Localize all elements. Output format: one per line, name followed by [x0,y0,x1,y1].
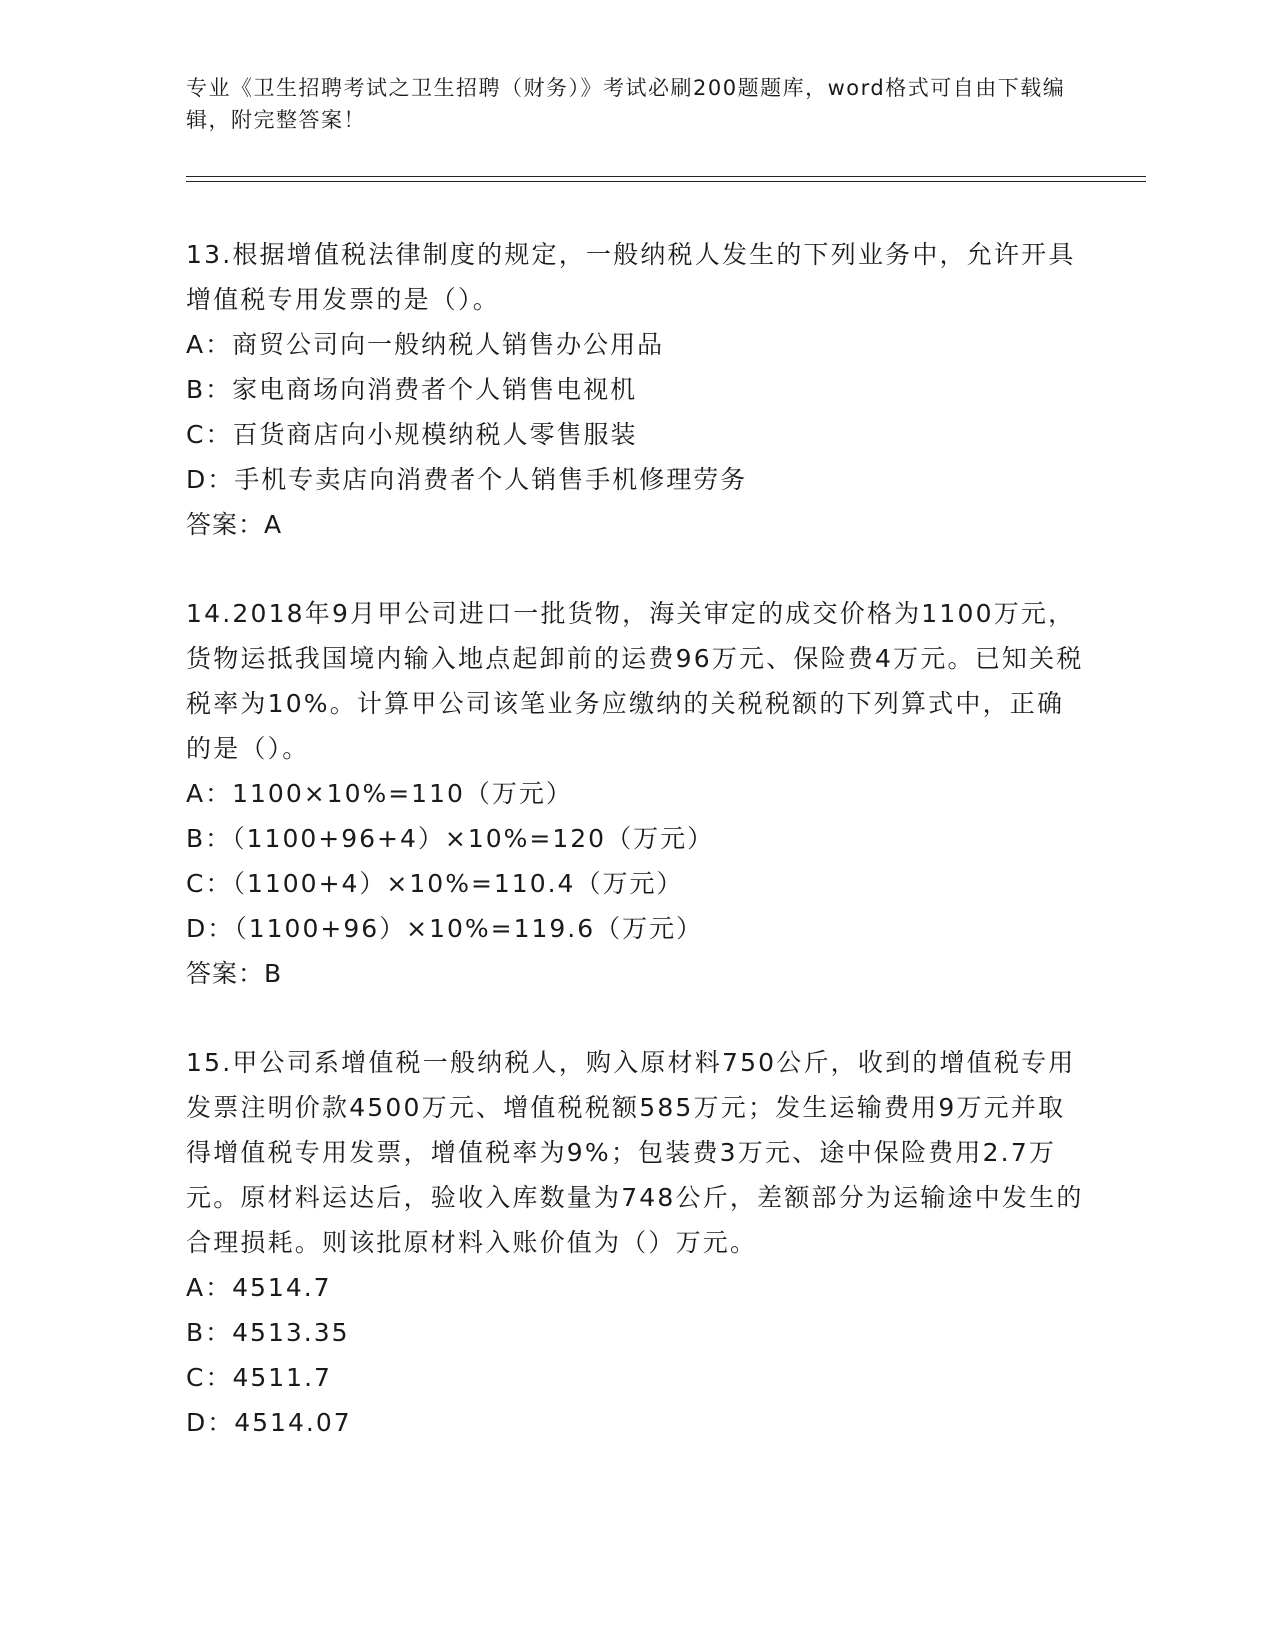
question-stem: 14.2018年9月甲公司进口一批货物，海关审定的成交价格为1100万元，货物运抵我国境内输入地点起卸前的运费96万元、保险费4万元。已知关税税率为10%。计算甲公司该笔业务应缴纳的关税税额的下列算式中，正确的是（）。 [186,599,1084,763]
option-c: C：4511.7 [186,1363,332,1392]
option-c: C：（1100+4）×10%=110.4（万元） [186,869,684,898]
document-header [186,72,1086,136]
answer: 答案：A [186,510,283,539]
answer: 答案：B [186,959,283,988]
question-14 [186,591,1086,996]
option-b: B：家电商场向消费者个人销售电视机 [186,375,638,404]
question-13 [186,232,1086,547]
header-text: 专业《卫生招聘考试之卫生招聘（财务）》考试必刷200题题库，word格式可自由下载编辑，附完整答案！ [186,76,1066,132]
option-c: C：百货商店向小规模纳税人零售服装 [186,420,638,449]
option-d: D：4514.07 [186,1408,352,1437]
option-a: A：商贸公司向一般纳税人销售办公用品 [186,330,665,359]
question-list [186,232,1086,1489]
option-d: D：（1100+96）×10%=119.6（万元） [186,914,704,943]
question-stem: 13.根据增值税法律制度的规定，一般纳税人发生的下列业务中，允许开具增值税专用发票的是（）。 [186,240,1076,314]
option-b: B：（1100+96+4）×10%=120（万元） [186,824,715,853]
question-15 [186,1040,1086,1445]
option-a: A：1100×10%=110（万元） [186,779,573,808]
header-divider [186,176,1146,182]
option-a: A：4514.7 [186,1273,332,1302]
option-b: B：4513.35 [186,1318,350,1347]
option-d: D：手机专卖店向消费者个人销售手机修理劳务 [186,465,748,494]
question-stem: 15.甲公司系增值税一般纳税人，购入原材料750公斤，收到的增值税专用发票注明价款4500万元、增值税税额585万元；发生运输费用9万元并取得增值税专用发票，增值税率为9%；包装费3万元、途中保险费用2.7万元。原材料运达后，验收入库数量为748公斤，差额部分为运输途中发生的合理损耗。则该批原材料入账价值为（）万元。 [186,1048,1084,1257]
